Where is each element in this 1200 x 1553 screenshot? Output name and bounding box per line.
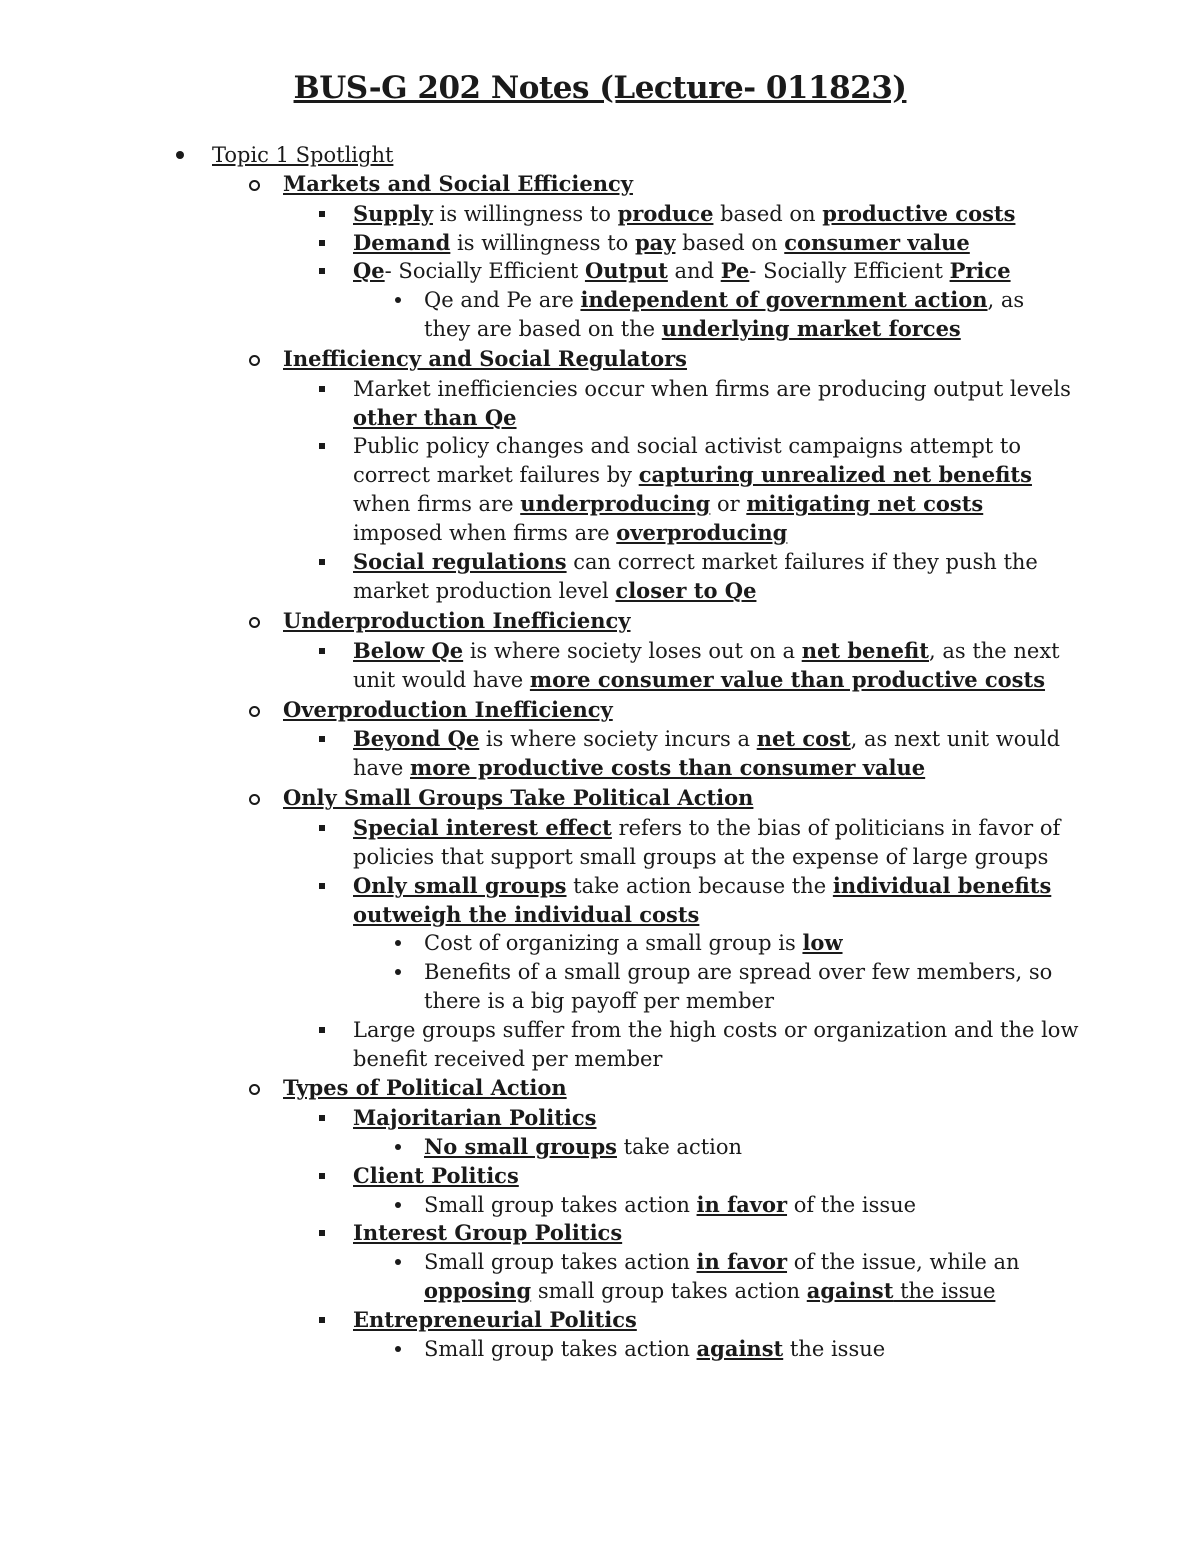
list-item-majoritarian: No small groups take action bbox=[424, 1134, 743, 1159]
bullet-dot-icon bbox=[395, 297, 401, 303]
bullet-circle-icon bbox=[249, 180, 260, 191]
bullet-dot-icon bbox=[395, 940, 401, 946]
bullet-square-icon bbox=[319, 883, 325, 889]
list-item-independent: Qe and Pe are independent of government action, as bbox=[424, 287, 1025, 312]
bullet-square-icon bbox=[319, 211, 325, 217]
bullet-square-icon bbox=[319, 559, 325, 565]
list-item-benefits-cont: there is a big payoff per member bbox=[424, 989, 774, 1013]
bullet-circle-icon bbox=[249, 355, 260, 366]
list-item-large-groups-cont: benefit received per member bbox=[353, 1047, 663, 1071]
bullet-dot-icon bbox=[395, 1202, 401, 1208]
list-item-interest-group-cont: opposing small group takes action against the issue bbox=[424, 1278, 996, 1303]
bullet-square-icon bbox=[319, 386, 325, 392]
list-item-entrepreneurial: Small group takes action against the issue bbox=[424, 1336, 886, 1361]
bullet-square-icon bbox=[319, 1230, 325, 1236]
list-item-social-regulations-cont: market production level closer to Qe bbox=[353, 578, 757, 603]
bullet-square-icon bbox=[319, 736, 325, 742]
list-item-cost-organizing: Cost of organizing a small group is low bbox=[424, 930, 843, 955]
list-item-public-policy-cont: imposed when firms are overproducing bbox=[353, 520, 788, 545]
bullet-square-icon bbox=[319, 1027, 325, 1033]
bullet-square-icon bbox=[319, 648, 325, 654]
bullet-circle-icon bbox=[249, 706, 260, 717]
bullet-dot-icon bbox=[395, 1144, 401, 1150]
bullet-square-icon bbox=[319, 1317, 325, 1323]
bullet-square-icon bbox=[319, 240, 325, 246]
section-heading-markets: Markets and Social Efficiency bbox=[283, 171, 633, 196]
bullet-dot-icon bbox=[395, 969, 401, 975]
bullet-square-icon bbox=[319, 268, 325, 274]
list-item-special-interest: Special interest effect refers to the bias of politicians in favor of bbox=[353, 815, 1061, 840]
list-item-public-policy: Public policy changes and social activist campaigns attempt to bbox=[353, 434, 1021, 458]
list-item-beyond-qe: Beyond Qe is where society incurs a net cost, as next unit would bbox=[353, 726, 1061, 751]
list-item-inefficiencies-cont: other than Qe bbox=[353, 405, 517, 430]
section-heading-overproduction: Overproduction Inefficiency bbox=[283, 697, 613, 722]
list-item-only-small-groups: Only small groups take action because the individual benefits bbox=[353, 873, 1052, 898]
list-item-supply: Supply is willingness to produce based on productive costs bbox=[353, 201, 1016, 226]
list-item-below-qe-cont: unit would have more consumer value than productive costs bbox=[353, 667, 1046, 692]
list-item-client: Small group takes action in favor of the issue bbox=[424, 1192, 917, 1217]
list-item-public-policy-cont: when firms are underproducing or mitigating net costs bbox=[353, 491, 984, 516]
bullet-circle-icon bbox=[249, 617, 260, 628]
list-item-benefits: Benefits of a small group are spread over few members, so bbox=[424, 960, 1053, 984]
list-item-demand: Demand is willingness to pay based on consumer value bbox=[353, 230, 970, 255]
list-item-inefficiencies: Market inefficiencies occur when firms are producing output levels bbox=[353, 377, 1071, 401]
bullet-circle-icon bbox=[249, 1084, 260, 1095]
subheading-interest-group: Interest Group Politics bbox=[353, 1220, 623, 1245]
bullet-square-icon bbox=[319, 1173, 325, 1179]
section-heading-inefficiency: Inefficiency and Social Regulators bbox=[283, 346, 688, 371]
list-item-social-regulations: Social regulations can correct market failures if they push the bbox=[353, 549, 1038, 574]
bullet-dot-icon bbox=[395, 1259, 401, 1265]
subheading-entrepreneurial: Entrepreneurial Politics bbox=[353, 1307, 637, 1332]
section-heading-small-groups: Only Small Groups Take Political Action bbox=[283, 785, 754, 810]
list-item-below-qe: Below Qe is where society loses out on a net benefit, as the next bbox=[353, 638, 1060, 663]
list-item-large-groups: Large groups suffer from the high costs or organization and the low bbox=[353, 1018, 1079, 1042]
list-item-special-interest-cont: policies that support small groups at the expense of large groups bbox=[353, 845, 1049, 869]
list-item-interest-group: Small group takes action in favor of the issue, while an bbox=[424, 1249, 1020, 1274]
bullet-dot-icon bbox=[395, 1346, 401, 1352]
page-title: BUS-G 202 Notes (Lecture- 011823) bbox=[293, 70, 907, 106]
list-item-independent-cont: they are based on the underlying market forces bbox=[424, 316, 961, 341]
topic-heading: Topic 1 Spotlight bbox=[212, 143, 394, 167]
list-item-only-small-groups-cont: outweigh the individual costs bbox=[353, 902, 700, 927]
subheading-client: Client Politics bbox=[353, 1163, 519, 1188]
section-heading-underproduction: Underproduction Inefficiency bbox=[283, 608, 631, 633]
subheading-majoritarian: Majoritarian Politics bbox=[353, 1105, 597, 1130]
list-item-public-policy-cont: correct market failures by capturing unrealized net benefits bbox=[353, 462, 1032, 487]
list-item-qe-pe: Qe- Socially Efficient Output and Pe- Socially Efficient Price bbox=[353, 258, 1011, 283]
bullet-disc-icon bbox=[176, 151, 184, 159]
section-heading-types: Types of Political Action bbox=[283, 1075, 567, 1100]
list-item-beyond-qe-cont: have more productive costs than consumer value bbox=[353, 755, 926, 780]
bullet-circle-icon bbox=[249, 794, 260, 805]
bullet-square-icon bbox=[319, 825, 325, 831]
bullet-square-icon bbox=[319, 443, 325, 449]
bullet-square-icon bbox=[319, 1115, 325, 1121]
